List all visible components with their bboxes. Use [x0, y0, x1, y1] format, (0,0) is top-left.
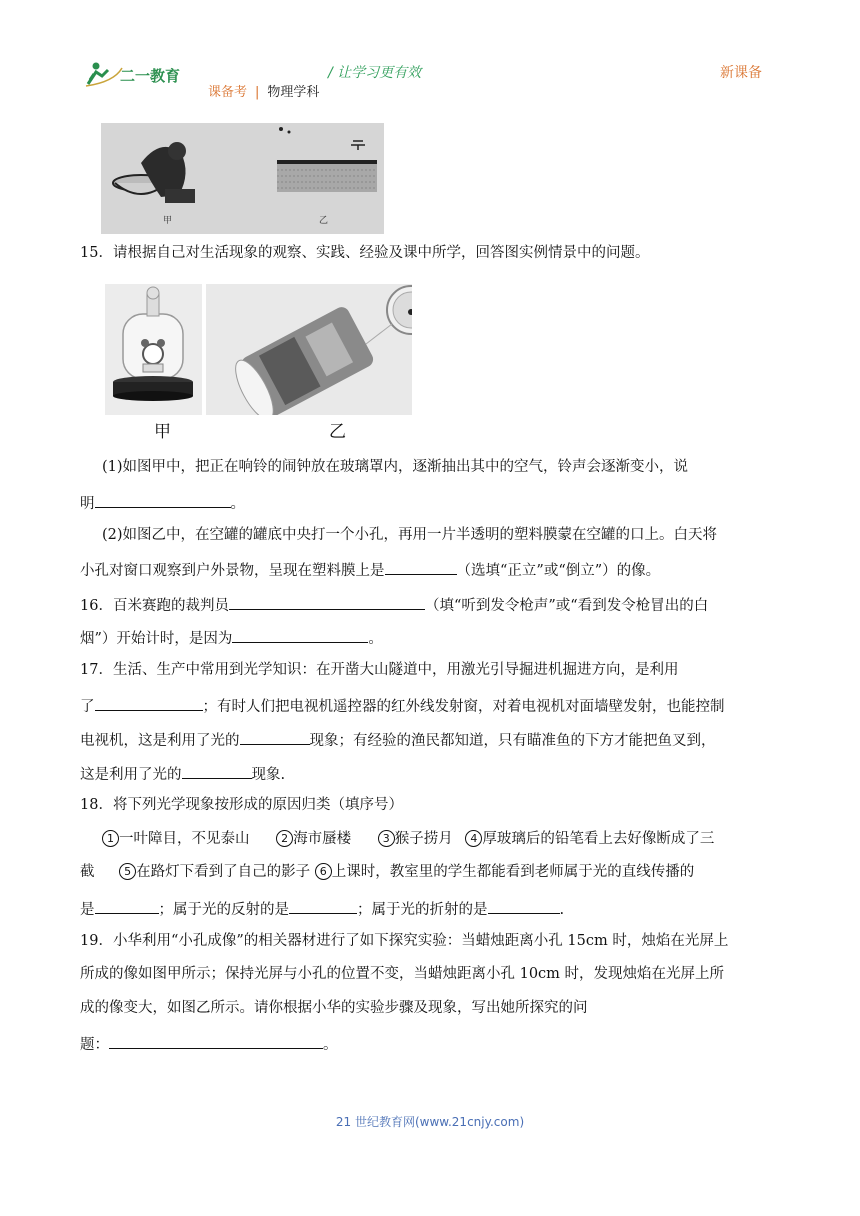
- q15-stem-text: 请根据自己对生活现象的观察、实践、经验及课中所学，回答图实例情景中的问题。: [112, 245, 650, 261]
- q17-line1-text: 生活、生产中常用到光学知识：在开凿大山隧道中，用激光引导掘进机掘进方向，是利用: [112, 662, 679, 678]
- q18-stem-text: 将下列光学现象按形成的原因归类（填序号）: [112, 797, 403, 813]
- q17-line3-post: 现象；有经验的渔民都知道，只有瞄准鱼的下方才能把鱼叉到，: [309, 733, 716, 749]
- logo-text: 二一教育: [120, 67, 181, 85]
- answer-blank[interactable]: [95, 897, 159, 914]
- q15-stem: [80, 243, 649, 263]
- q19-line4-post: 。: [323, 1037, 338, 1053]
- q18-line2-start: 截: [80, 864, 95, 880]
- q18-items-line1: [102, 829, 714, 849]
- q15-p2-line1: (2)如图乙中，在空罐的罐底中央打一个小孔，再用一片半透明的塑料膜蒙在空罐的口上。白天将: [102, 527, 718, 543]
- q18-item-2: 海市蜃楼: [293, 831, 352, 847]
- header-slogan: / 让学习更有效: [328, 65, 422, 81]
- q16-pre: 百米赛跑的裁判员: [112, 598, 229, 614]
- q16-line2-post: 。: [368, 631, 383, 647]
- header-subtitle: [208, 81, 319, 100]
- q17-line2: [80, 694, 725, 717]
- answer-blank[interactable]: [385, 558, 457, 575]
- item-number: 2: [276, 830, 293, 847]
- q15-caption-left: 甲: [154, 422, 171, 442]
- q18-item-5: 在路灯下看到了自己的影子: [136, 864, 311, 880]
- q18-item-3: 猴子捞月: [394, 831, 453, 847]
- q15-number: 15．: [80, 245, 113, 261]
- item-number: 6: [315, 863, 332, 880]
- q15-p1-post: 。: [230, 496, 245, 512]
- q17-line4-post: 现象.: [251, 767, 286, 783]
- q15-p2-pre: 小孔对窗口观察到户外景物，呈现在塑料膜上是: [80, 563, 385, 579]
- q18-item-4: 厚玻璃后的铅笔看上去好像断成了三: [482, 831, 715, 847]
- answer-blank[interactable]: [109, 1032, 323, 1049]
- q15-p1-pre: 明: [80, 496, 95, 512]
- q19-line3: 成的像变大，如图乙所示。请你根据小华的实验步骤及现象，写出她所探究的问: [80, 1000, 588, 1016]
- item-number: 5: [119, 863, 136, 880]
- q16-line2: [80, 626, 383, 649]
- q15-figure-bell-jar: [105, 284, 202, 415]
- q17-line3: [80, 728, 716, 751]
- q16-post: （填“听到发令枪声”或“看到发令枪冒出的白: [424, 598, 709, 614]
- q18-number: 18．: [80, 797, 113, 813]
- header-right-label: 新课备: [720, 65, 762, 81]
- top-figure: [101, 123, 384, 234]
- q19-line4: [80, 1032, 338, 1055]
- q15-p1-line2: [80, 491, 245, 514]
- q19-line2: 所成的像如图甲所示；保持光屏与小孔的位置不变，当蜡烛距离小孔 10cm 时，发现烛焰在光屏上所: [80, 966, 725, 982]
- q19-line1: [80, 931, 728, 951]
- top-figure-left-label: 甲: [163, 216, 173, 226]
- top-figure-right-label: 乙: [319, 216, 329, 226]
- q18-ans-d: .: [559, 902, 565, 918]
- q18-ans-b: ；属于光的反射的是: [158, 902, 289, 918]
- q15-caption-right: 乙: [329, 422, 346, 442]
- answer-blank[interactable]: [95, 491, 231, 508]
- header-separator: |: [255, 85, 260, 100]
- answer-blank[interactable]: [95, 694, 203, 711]
- q16-number: 16．: [80, 598, 113, 614]
- q18-answers: [80, 897, 564, 920]
- answer-blank[interactable]: [488, 897, 560, 914]
- q16-line1: [80, 593, 708, 616]
- answer-blank[interactable]: [232, 626, 368, 643]
- q18-item-1: 一叶障目，不见泰山: [119, 831, 250, 847]
- q17-line3-pre: 电视机，这是利用了光的: [80, 733, 240, 749]
- answer-blank[interactable]: [289, 897, 357, 914]
- item-number: 4: [465, 830, 482, 847]
- subject-label: 物理学科: [267, 85, 320, 100]
- q17-line4-pre: 这是利用了光的: [80, 767, 182, 783]
- q18-items-line2: [80, 862, 694, 882]
- answer-blank[interactable]: [182, 762, 252, 779]
- site-logo: [84, 60, 192, 90]
- course-label: 课备考: [208, 85, 248, 100]
- item-number: 3: [378, 830, 395, 847]
- footer-source: 21 世纪教育网(www.21cnjy.com): [335, 1115, 525, 1129]
- q15-figure-can: [206, 284, 412, 415]
- q19-line1-text: 小华利用“小孔成像”的相关器材进行了如下探究实验：当蜡烛距离小孔 15cm 时，烛焰在光屏上: [112, 933, 729, 949]
- q17-line2-pre: 了: [80, 699, 95, 715]
- q18-item-6: 上课时，教室里的学生都能看到老师属于光的直线传播的: [331, 864, 695, 880]
- q18-stem: [80, 795, 403, 815]
- q16-line2-pre: 烟”）开始计时，是因为: [80, 631, 233, 647]
- q18-ans-c: ；属于光的折射的是: [357, 902, 488, 918]
- q19-line4-pre: 题：: [80, 1037, 109, 1053]
- q17-number: 17．: [80, 662, 113, 678]
- answer-blank[interactable]: [229, 593, 425, 610]
- q15-p2-post: （选填“正立”或“倒立”）的像。: [456, 563, 661, 579]
- q19-number: 19．: [80, 933, 113, 949]
- q15-p2-line2: [80, 558, 660, 581]
- q17-line1: [80, 660, 678, 680]
- q15-p1-line1: (1)如图甲中，把正在响铃的闹钟放在玻璃罩内，逐渐抽出其中的空气，铃声会逐渐变小，说: [102, 459, 689, 475]
- q17-line4: [80, 762, 285, 785]
- q18-ans-a: 是: [80, 902, 95, 918]
- answer-blank[interactable]: [240, 728, 310, 745]
- item-number: 1: [102, 830, 119, 847]
- q17-line2-post: ；有时人们把电视机遥控器的红外线发射窗，对着电视机对面墙壁发射，也能控制: [202, 699, 725, 715]
